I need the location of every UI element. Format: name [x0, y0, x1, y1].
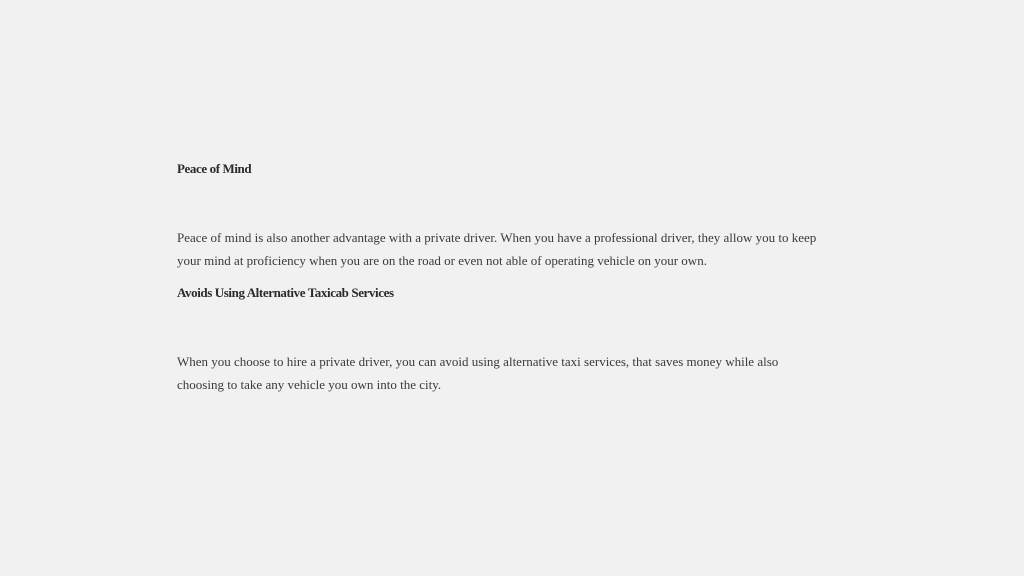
section-paragraph-avoids-taxicab: When you choose to hire a private driver, you can avoid using alternative taxi services, that saves money while also choosing to take any vehicle you own into the city. — [177, 354, 779, 392]
section-heading-peace-of-mind: Peace of Mind — [177, 161, 252, 176]
section-heading-avoids-taxicab: Avoids Using Alternative Taxicab Services — [177, 285, 394, 300]
section-paragraph-peace-of-mind: Peace of mind is also another advantage with a private driver. When you have a professional driver, they allow you to keep your mind at proficiency when you are on the road or even not able of operating vehicle on your own. — [177, 230, 817, 268]
